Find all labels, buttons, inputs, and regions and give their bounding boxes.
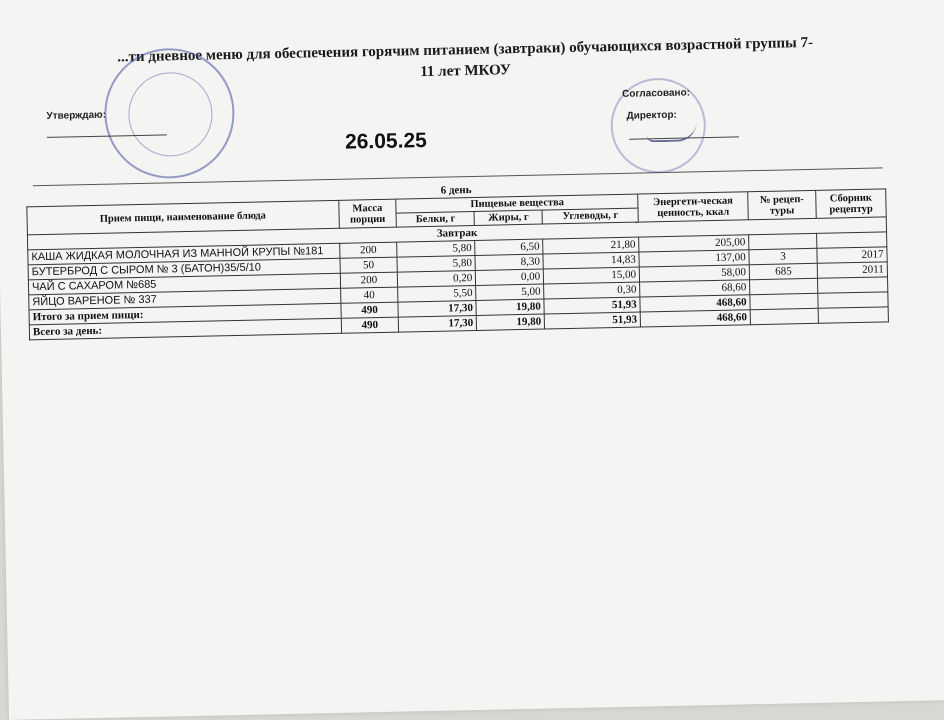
dish-energy: 137,00 xyxy=(639,250,749,267)
dish-recipe-no xyxy=(749,233,817,249)
dish-energy: 58,00 xyxy=(639,265,749,282)
dish-name: БУТЕРБРОД С СЫРОМ № 3 (БАТОН)35/5/10 xyxy=(28,258,340,280)
dish-carbs: 21,80 xyxy=(543,237,639,254)
header-collection: Сборник рецептур xyxy=(816,189,887,218)
dish-proteins: 5,80 xyxy=(397,255,475,272)
dish-fats: 6,50 xyxy=(475,239,543,255)
approve-label: Утверждаю: xyxy=(46,109,107,122)
dish-mass: 40 xyxy=(340,287,398,303)
total-meal-proteins: 17,30 xyxy=(398,300,476,317)
dish-proteins: 5,50 xyxy=(398,285,476,302)
section-breakfast: Завтрак xyxy=(27,217,886,250)
dish-recipe-no: 685 xyxy=(749,263,817,279)
header-energy: Энергети-ческая ценность, ккал xyxy=(638,192,748,222)
header-fats: Жиры, г xyxy=(474,210,542,225)
total-meal-mass: 490 xyxy=(340,302,398,318)
dish-energy: 205,00 xyxy=(639,235,749,252)
dish-recipe-no xyxy=(750,278,818,294)
dish-carbs: 15,00 xyxy=(544,267,640,284)
total-day-fats: 19,80 xyxy=(477,314,545,330)
dish-proteins: 0,20 xyxy=(398,270,476,287)
day-caption: 6 день xyxy=(440,183,472,197)
total-day-energy: 468,60 xyxy=(640,310,750,327)
total-meal-carbs: 51,93 xyxy=(544,297,640,314)
dish-collection xyxy=(818,277,888,293)
total-day-proteins: 17,30 xyxy=(399,315,477,332)
total-day-carbs: 51,93 xyxy=(544,312,640,329)
total-day-mass: 490 xyxy=(341,317,399,333)
dish-carbs: 0,30 xyxy=(544,282,640,299)
round-stamp-left xyxy=(103,47,236,180)
total-day-recipe-empty xyxy=(750,308,818,324)
dish-collection: 2011 xyxy=(817,262,887,278)
total-meal-energy: 468,60 xyxy=(640,295,750,312)
dish-name: ЧАЙ С САХАРОМ №685 xyxy=(28,273,340,295)
dish-fats: 0,00 xyxy=(476,269,544,285)
dish-collection: 2017 xyxy=(817,247,887,263)
dish-carbs: 14,83 xyxy=(543,252,639,269)
dish-mass: 200 xyxy=(339,242,397,258)
menu-date: 26.05.25 xyxy=(344,128,428,154)
dish-recipe-no: 3 xyxy=(749,248,817,264)
total-day-collection-empty xyxy=(818,307,888,323)
menu-table xyxy=(26,173,889,340)
header-dish: Прием пищи, наименование блюда xyxy=(27,200,339,235)
director-label: Директор: xyxy=(626,109,677,122)
dish-energy: 68,60 xyxy=(640,280,750,297)
title-line-2: 11 лет МКОУ xyxy=(420,62,512,81)
header-nutrients: Пищевые вещества xyxy=(396,194,638,213)
dish-collection xyxy=(817,232,887,248)
total-meal-collection-empty xyxy=(818,292,888,308)
dish-name: ЯЙЦО ВАРЕНОЕ № 337 xyxy=(29,288,341,310)
dish-proteins: 5,80 xyxy=(397,240,475,257)
total-meal-recipe-empty xyxy=(750,293,818,309)
header-mass: Масса порции xyxy=(338,199,397,228)
dish-mass: 50 xyxy=(339,257,397,273)
dish-name: КАША ЖИДКАЯ МОЛОЧНАЯ ИЗ МАННОЙ КРУПЫ №181 xyxy=(28,243,340,265)
total-meal-fats: 19,80 xyxy=(476,299,544,315)
header-recipe-no: № рецеп-туры xyxy=(748,190,816,219)
agreed-label: Согласовано: xyxy=(621,87,691,100)
dish-mass: 200 xyxy=(340,272,398,288)
header-carbs: Углеводы, г xyxy=(542,208,638,224)
dish-fats: 5,00 xyxy=(476,284,544,300)
title-line-1: ...ти дневное меню для обеспечения горячим питанием (завтраки) обучающихся возрастной группы 7- xyxy=(117,34,814,66)
dish-fats: 8,30 xyxy=(475,254,543,270)
header-proteins: Белки, г xyxy=(397,211,475,227)
total-day-label: Всего за день: xyxy=(29,318,341,340)
total-meal-label: Итого за прием пищи: xyxy=(29,303,341,325)
